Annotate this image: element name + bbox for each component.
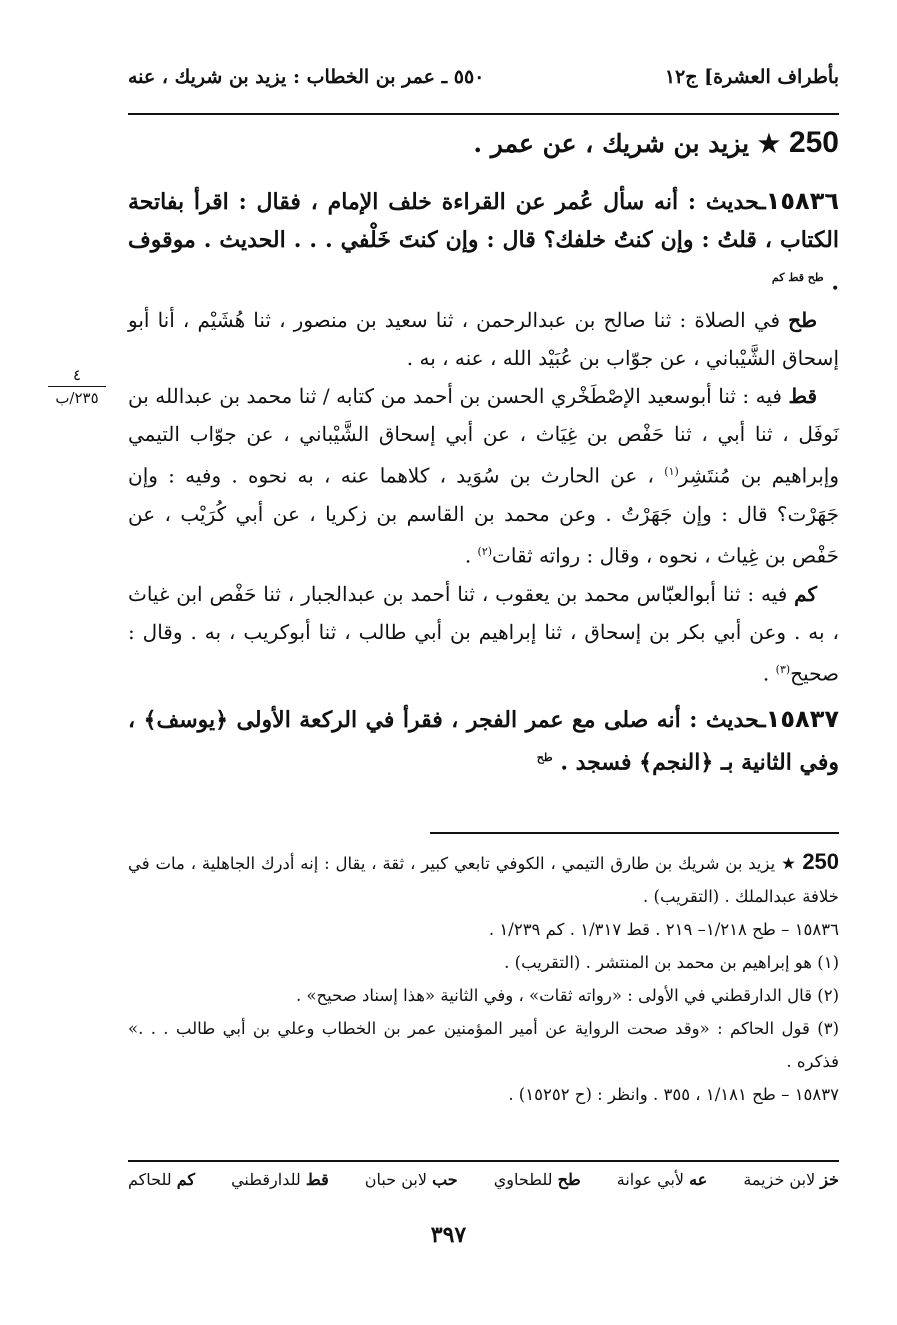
margin-folio-note xyxy=(40,366,114,407)
page-number: ٣٩٧ xyxy=(430,1222,467,1248)
hadith-text: ـحديث : أنه سأل عُمر عن القراءة خلف الإمام ، فقال : اقرأ بفاتحة الكتاب ، قلتُ : وإن كنتُ خلفك؟ قال : وإن كنتَ خَلْفي . . . الحديث . موقوف . xyxy=(128,189,839,296)
abbreviation-item: قط للدارقطني xyxy=(231,1170,329,1189)
abbreviation-item: طح للطحاوي xyxy=(493,1170,581,1189)
source-text: ، عن الحارث بن سُوَيد ، كلاهما عنه ، به نحوه . وفيه : وإن جَهَرْت؟ قال : وإن جَهَرْتُ . وعن محمد بن القاسم بن زكريا ، عن أبي كُرَيْب ، عن حَفْص بن غِياث ، نحوه ، وقال : رواته ثقات xyxy=(128,463,839,568)
source-paragraph-qat xyxy=(128,377,839,574)
source-code: طح xyxy=(788,308,817,333)
main-text xyxy=(128,182,839,782)
section-title-text: يزيد بن شريك ، عن عمر . xyxy=(473,129,750,158)
hadith-15836 xyxy=(128,182,839,301)
abbreviation-key xyxy=(128,1170,839,1189)
hadith-number: ١٥٨٣٧ xyxy=(765,705,839,734)
source-code: قط xyxy=(788,384,817,409)
hadith-text: ـحديث : أنه صلى مع عمر الفجر ، فقرأ في الركعة الأولى ﴿يوسف﴾ ، وفي الثانية بـ ﴿النجم﴾ فسجد . xyxy=(128,707,839,776)
source-marker: طح قط كم xyxy=(771,271,824,284)
abbreviation-item: حب لابن حبان xyxy=(364,1170,458,1189)
source-paragraph-kam xyxy=(128,575,839,693)
star-icon: ★ xyxy=(781,854,797,873)
footnote-star-number: 250 xyxy=(802,849,840,874)
header-left: ٥٥٠ ـ عمر بن الخطاب : يزيد بن شريك ، عنه xyxy=(128,66,485,88)
footnote-star-text: يزيد بن شريك بن طارق التيمي ، الكوفي تابعي كبير ، ثقة ، يقال : إنه أدرك الجاهلية ، مات في خلافة عبدالملك . (التقريب) . xyxy=(128,854,839,906)
margin-note-bottom: ٢٣٥/ب xyxy=(55,389,99,407)
star-icon: ★ xyxy=(757,129,781,158)
header-right: بأطراف العشرة] ج١٢ xyxy=(664,66,839,88)
source-code: كم xyxy=(794,581,817,606)
footnotes xyxy=(128,845,839,1111)
source-paragraph-tah xyxy=(128,301,839,377)
section-number: 250 xyxy=(788,126,839,159)
footnote-divider xyxy=(430,832,839,834)
footnote-2: (٢) قال الدارقطني في الأولى : «رواته ثقات» ، وفي الثانية «هذا إسناد صحيح» . xyxy=(295,986,839,1005)
hadith-15837 xyxy=(128,700,839,781)
footnote-star xyxy=(128,845,839,913)
footnote-ref[interactable]: (١) xyxy=(664,465,679,479)
source-text: . xyxy=(762,661,770,686)
footnote-1: (١) هو إبراهيم بن محمد بن المنتشر . (التقريب) . xyxy=(504,953,839,972)
footnote-ref-15837: ١٥٨٣٧ – طح ١/١٨١ ، ٣٥٥ . وانظر : (ح ١٥٢٥٢) . xyxy=(508,1085,839,1104)
footnote-ref-15836: ١٥٨٣٦ – طح ١/٢١٨– ٢١٩ . قط ١/٣١٧ . كم ١/٢٣٩ . xyxy=(488,920,839,939)
footnote-ref[interactable]: (٣) xyxy=(775,662,791,676)
source-text: فيه : ثنا أبوالعبّاس محمد بن يعقوب ، ثنا أحمد بن عبدالجبار ، ثنا حَفْص ابن غياث ، به . وعن أبي بكر بن إسحاق ، ثنا إبراهيم بن أبي طالب ، ثنا أبوكريب ، به . وقال : صحيح xyxy=(128,581,839,686)
abbreviation-item: عه لأبي عوانة xyxy=(616,1170,708,1189)
margin-note-rule xyxy=(48,386,106,387)
abbreviation-item: كم للحاكم xyxy=(128,1170,196,1189)
abbreviation-item: خز لابن خزيمة xyxy=(743,1170,839,1189)
margin-note-top: ٤ xyxy=(72,366,82,384)
footnote-ref[interactable]: (٢) xyxy=(477,544,493,558)
source-text: فيه : ثنا أبوسعيد الإصْطَخْري الحسن بن أحمد من كتابه / ثنا محمد بن عبدالله بن نَوفَل ، ثنا أبي ، ثنا حَفْص بن غِيَاث ، عن أبي إسحاق الشَّيْباني ، عن جوّاب التيمي وإبراهيم بن مُنتَشِر xyxy=(128,384,839,488)
source-text: في الصلاة : ثنا صالح بن عبدالرحمن ، ثنا سعيد بن منصور ، ثنا هُشَيْم ، أنا أبو إسحاق الشَّيْباني ، عن جوّاب بن عُبَيْد الله ، عنه ، به . xyxy=(128,308,839,371)
hadith-number: ١٥٨٣٦ xyxy=(765,187,839,215)
source-text: . xyxy=(464,543,472,568)
running-header xyxy=(128,60,839,94)
header-divider xyxy=(128,113,839,115)
footnote-3: (٣) قول الحاكم : «وقد صحت الرواية عن أمير المؤمنين عمر بن الخطاب وعلي بن أبي طالب . . .» فذكره . xyxy=(128,1019,839,1071)
section-title xyxy=(128,126,839,160)
source-marker: طح xyxy=(536,751,553,765)
abbreviation-divider xyxy=(128,1160,839,1162)
